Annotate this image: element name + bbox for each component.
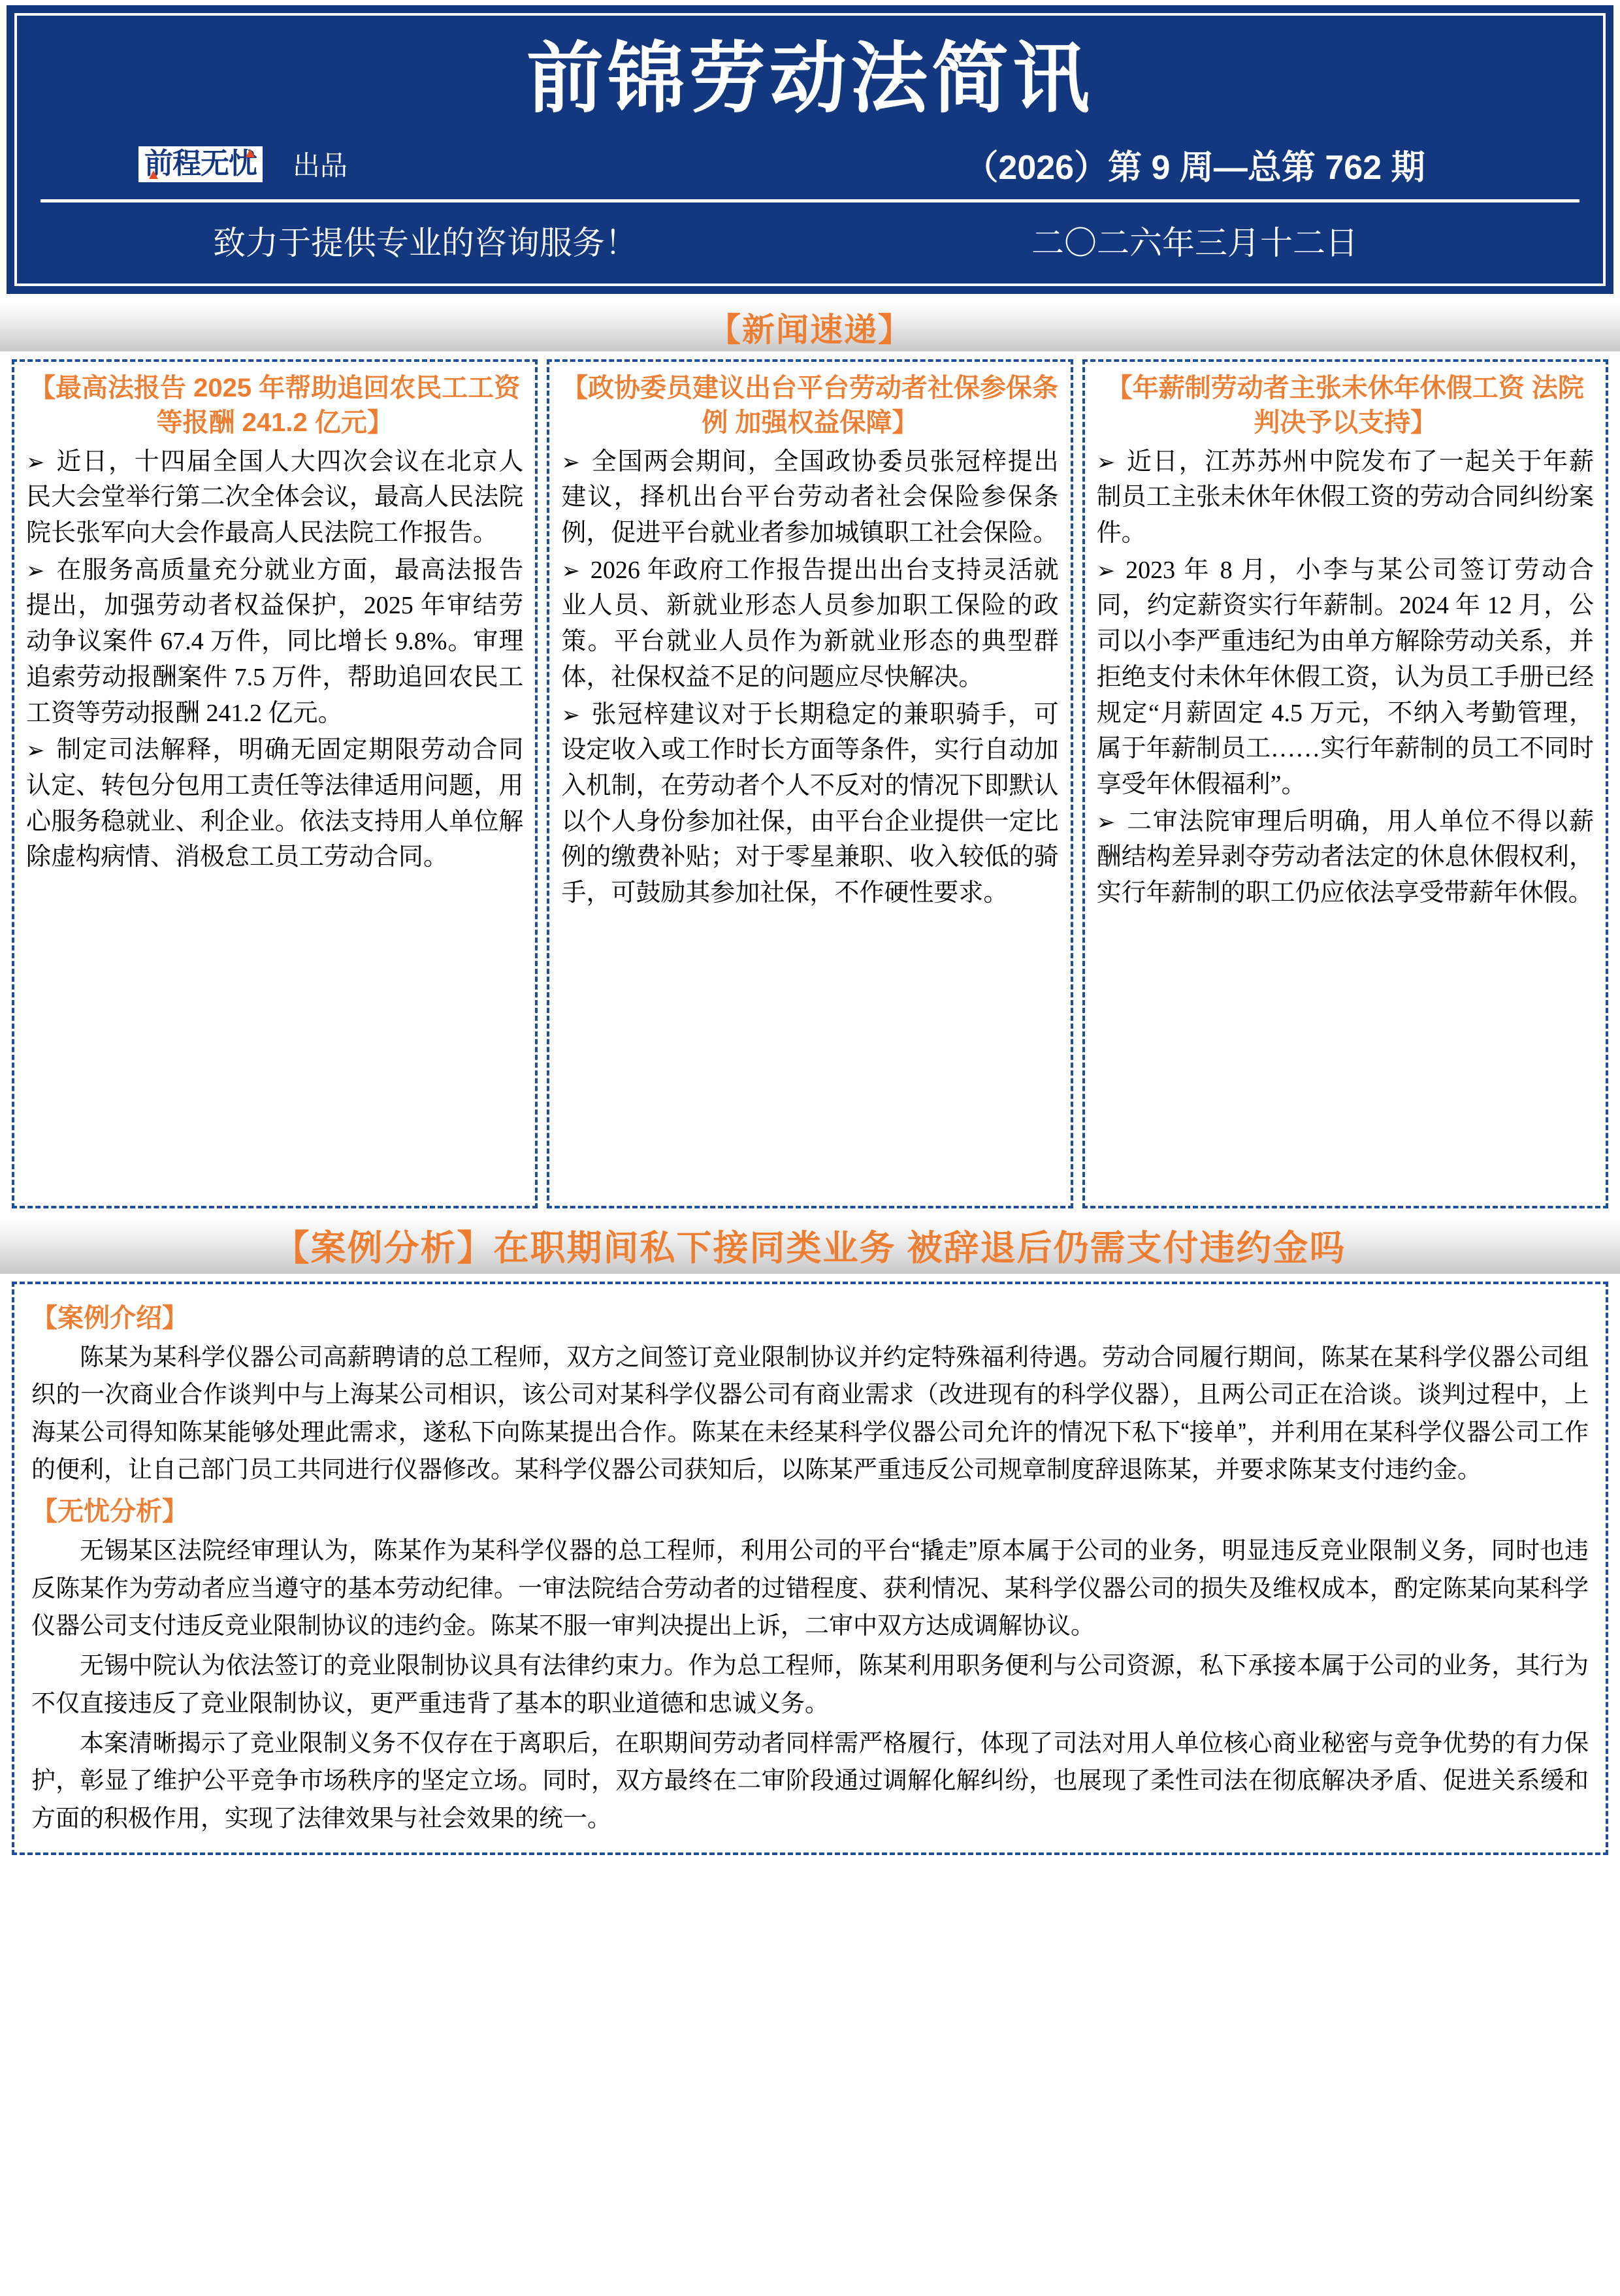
news-paragraph-text: 近日，江苏苏州中院发布了一起关于年薪制员工主张未休年休假工资的劳动合同纠纷案件。 — [1096, 447, 1594, 547]
case-analysis-paragraph: 无锡某区法院经审理认为，陈某作为某科学仪器的总工程师，利用公司的平台“撬走”原本属于公司的业务，明显违反竞业限制义务，同时也违反陈某作为劳动者应当遵守的基本劳动纪律。一审法院结合劳动者的过错程度、获利情况、某科学仪器公司的损失及维权成本，酌定陈某向某科学仪器公司支付违反竞业限制协议的违约金。陈某不服一审判决提出上诉，二审中双方达成调解协议。 — [31, 1537, 1589, 1640]
case-analysis-label: 【无忧分析】 — [31, 1497, 188, 1527]
slogan: 致力于提供专业的咨询服务！ — [213, 224, 638, 261]
bullet-arrow-icon: ➢ — [26, 449, 45, 476]
news-card — [547, 359, 1073, 1208]
news-paragraph-text: 全国两会期间，全国政协委员张冠梓提出建议，择机出台平台劳动者社会保险参保条例，促进平台就业者参加城镇职工社会保险。 — [561, 447, 1059, 547]
masthead-meta-row — [40, 140, 1580, 202]
news-headline: 【政协委员建议出台平台劳动者社保参保条例 加强权益保障】 — [561, 373, 1058, 437]
publication-date: 二〇二六年三月十二日 — [1031, 224, 1358, 261]
masthead-container — [7, 5, 1613, 294]
masthead-brand-group — [40, 144, 810, 184]
bullet-arrow-icon: ➢ — [1096, 809, 1116, 835]
news-paragraph — [1097, 804, 1594, 911]
news-paragraph — [1097, 553, 1594, 803]
news-section-title: 【新闻速递】 — [708, 311, 912, 348]
case-analysis-paragraph: 无锡中院认为依法签订的竞业限制协议具有法律约束力。作为总工程师，陈某利用职务便利与公司资源，私下承接本属于公司的业务，其行为不仅直接违反了竞业限制协议，更严重违背了基本的职业道德和忠诚义务。 — [31, 1652, 1589, 1717]
logo-accent-triangle-icon — [246, 149, 255, 157]
news-headline: 【年薪制劳动者主张未休年休假工资 法院判决予以支持】 — [1106, 373, 1584, 437]
case-analysis-card — [12, 1282, 1608, 1855]
produced-by-label: 出品 — [293, 150, 348, 182]
news-columns — [12, 359, 1608, 1208]
news-paragraph — [561, 697, 1058, 911]
bullet-arrow-icon: ➢ — [561, 557, 580, 584]
news-paragraph — [561, 553, 1058, 696]
case-section-title: 【案例分析】在职期间私下接同类业务 被辞退后仍需支付违约金吗 — [274, 1229, 1346, 1269]
news-paragraph-text: 二审法院审理后明确，用人单位不得以薪酬结构差异剥夺劳动者法定的休息休假权利，实行年薪制的职工仍应依法享受带薪年休假。 — [1096, 807, 1594, 907]
bullet-arrow-icon: ➢ — [561, 449, 580, 476]
news-paragraph-text: 2023 年 8 月，小李与某公司签订劳动合同，约定薪资实行年薪制。2024 年 12 月，公司以小李严重违纪为由单方解除劳动关系，并拒绝支付未休年休假工资，认为员工手册已经规定“月薪固定 4.5 万元，不纳入考勤管理，属于年薪制员工……实行年薪制的员工不同时享受年休假福利”。 — [1096, 556, 1594, 799]
news-section-banner — [0, 303, 1620, 351]
masthead-slogan-row — [40, 217, 1580, 264]
news-paragraph — [1097, 444, 1594, 551]
news-paragraph-text: 2026 年政府工作报告提出出台支持灵活就业人员、新就业形态人员参加职工保险的政策。平台就业人员作为新就业形态的典型群体，社保权益不足的问题应尽快解决。 — [561, 556, 1059, 691]
news-paragraph — [26, 732, 523, 875]
bullet-arrow-icon: ➢ — [26, 737, 45, 764]
news-paragraph-text: 在服务高质量充分就业方面，最高法报告提出，加强劳动者权益保护，2025 年审结劳动争议案件 67.4 万件，同比增长 9.8%。审理追索劳动报酬案件 7.5 万件，帮助追回农民工工资等劳动报酬 241.2 亿元。 — [26, 556, 524, 727]
news-paragraph — [26, 553, 523, 732]
news-card — [1082, 359, 1608, 1208]
page-title: 前锦劳动法简讯 — [526, 36, 1094, 122]
case-intro-paragraph: 陈某为某科学仪器公司高薪聘请的总工程师，双方之间签订竞业限制协议并约定特殊福利待遇。劳动合同履行期间，陈某在某科学仪器公司组织的一次商业合作谈判中与上海某公司相识，该公司对某科学仪器公司有商业需求（改进现有的科学仪器），且两公司正在洽谈。谈判过程中，上海某公司得知陈某能够处理此需求，遂私下向陈某提出合作。陈某在未经某科学仪器公司允许的情况下私下“接单”，并利用在某科学仪器公司工作的便利，让自己部门员工共同进行仪器修改。某科学仪器公司获知后，以陈某严重违反公司规章制度辞退陈某，并要求陈某支付违约金。 — [31, 1343, 1589, 1483]
bullet-arrow-icon: ➢ — [561, 702, 580, 728]
case-analysis-paragraph: 本案清晰揭示了竞业限制义务不仅存在于离职后，在职期间劳动者同样需严格履行，体现了司法对用人单位核心商业秘密与竞争优势的有力保护，彰显了维护公平竞争市场秩序的坚定立场。同时，双方最终在二审阶段通过调解化解纠纷，也展现了柔性司法在彻底解决矛盾、促进关系缓和方面的积极作用，实现了法律效果与社会效果的统一。 — [31, 1730, 1589, 1832]
news-paragraph-text: 近日，十四届全国人大四次会议在北京人民大会堂举行第二次全体会议，最高人民法院院长张军向大会作最高人民法院工作报告。 — [26, 447, 524, 547]
news-paragraph — [561, 444, 1058, 551]
news-paragraph — [26, 444, 523, 551]
news-card — [12, 359, 538, 1208]
issue-number: （2026）第 9 周—总第 762 期 — [964, 148, 1425, 187]
news-headline: 【最高法报告 2025 年帮助追回农民工工资等报酬 241.2 亿元】 — [29, 373, 521, 437]
logo-accent-triangle-icon — [149, 170, 158, 179]
news-paragraph-text: 制定司法解释，明确无固定期限劳动合同认定、转包分包用工责任等法律适用问题，用心服务稳就业、利企业。依法支持用人单位解除虚构病情、消极怠工员工劳动合同。 — [26, 736, 524, 871]
bullet-arrow-icon: ➢ — [1096, 449, 1116, 476]
bullet-arrow-icon: ➢ — [26, 557, 45, 584]
case-section-banner — [0, 1218, 1620, 1274]
brand-logo-text: 前程无忧 — [144, 147, 257, 180]
news-paragraph-text: 张冠梓建议对于长期稳定的兼职骑手，可设定收入或工作时长方面等条件，实行自动加入机制，在劳动者个人不反对的情况下即默认以个人身份参加社保，由平台企业提供一定比例的缴费补贴；对于零星兼职、收入较低的骑手，可鼓励其参加社保，不作硬性要求。 — [561, 700, 1059, 907]
case-intro-label: 【案例介绍】 — [31, 1303, 188, 1333]
brand-logo — [138, 146, 263, 182]
bullet-arrow-icon: ➢ — [1096, 557, 1116, 584]
masthead — [14, 13, 1606, 286]
